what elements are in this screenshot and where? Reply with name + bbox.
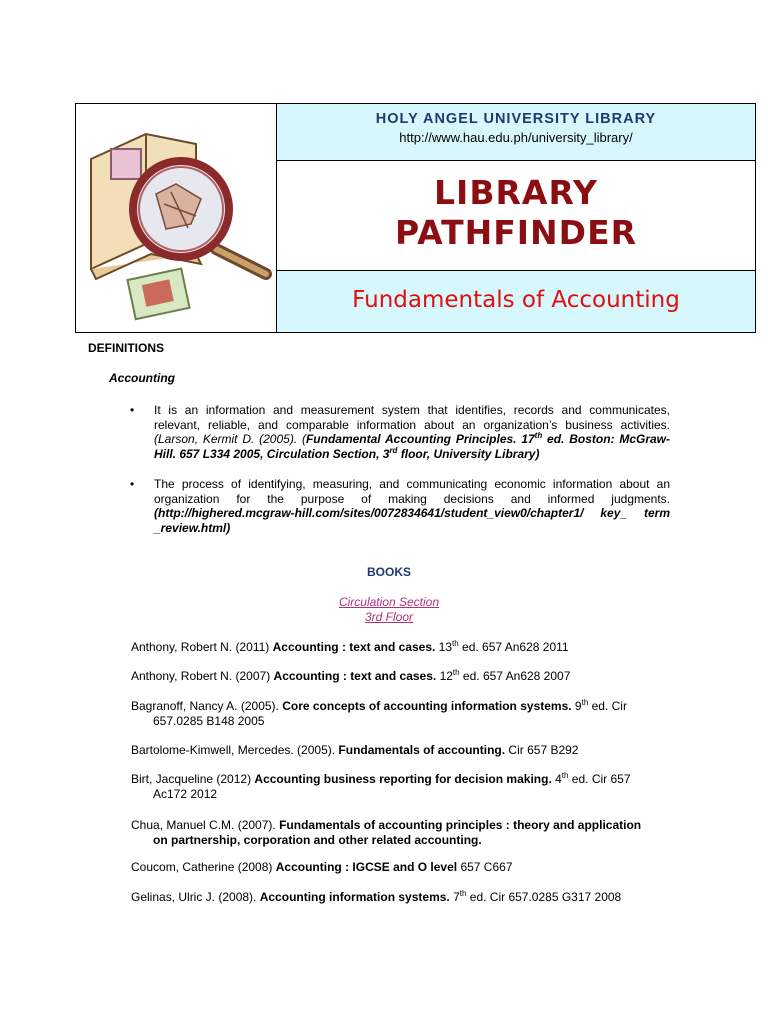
book-ref: Bartolome-Kimwell, Mercedes. (2005). Fundamentals of accounting. Cir 657 B292: [131, 743, 579, 757]
bullet-icon: •: [130, 477, 135, 491]
library-url[interactable]: http://www.hau.edu.ph/university_library/: [399, 130, 633, 145]
pathfinder-title: [277, 161, 755, 271]
location-circulation[interactable]: Circulation Section: [338, 595, 440, 609]
book-ref: Anthony, Robert N. (2011) Accounting : text and cases. 13th ed. 657 An628 2011: [131, 639, 569, 654]
book-ref: Chua, Manuel C.M. (2007). Fundamentals of accounting principles : theory and application on partnership, corporation and other related accounting.: [131, 818, 642, 847]
book-ref: Anthony, Robert N. (2007) Accounting : text and cases. 12th ed. 657 An628 2007: [131, 668, 571, 683]
definition-item-1: It is an information and measurement system that identifies, records and communicates, relevant, reliable, and comparable information about an organization’s business activities. (Larson, Kermit D. (2005). (Fundamental Accounting Principles. 17th ed. Boston: McGraw-Hill. 657 L334 2005, Circulation Section, 3rd floor, University Library): [154, 403, 671, 461]
book-ref: Coucom, Catherine (2008) Accounting : IGCSE and O level 657 C667: [131, 860, 513, 874]
bullet-icon: •: [130, 403, 135, 417]
book-ref: Birt, Jacqueline (2012) Accounting business reporting for decision making. 4th ed. Cir 657 Ac172 2012: [131, 771, 631, 801]
magnifier-logo: [76, 104, 277, 332]
subject-banner: [277, 271, 755, 332]
title-line-library: LIBRARY: [434, 173, 598, 212]
definition-item-2: The process of identifying, measuring, and communicating economic information about an organization for the purpose of making decisions and informed judgments. (http://highered.mcgraw-hill.com/sites/0072834641/student_view0/chapter1/ key_ term _review.html): [154, 477, 670, 535]
location-floor[interactable]: 3rd Floor: [364, 610, 414, 624]
magnifier-book-icon: [76, 104, 276, 332]
books-heading: BOOKS: [366, 565, 411, 579]
book-ref: Gelinas, Ulric J. (2008). Accounting information systems. 7th ed. Cir 657.0285 G317 2008: [131, 889, 622, 904]
university-name: HOLY ANGEL UNIVERSITY LIBRARY: [375, 111, 657, 127]
university-banner: [277, 104, 755, 161]
subject-title: Fundamentals of Accounting: [352, 287, 680, 313]
term-accounting: Accounting: [109, 371, 175, 385]
book-ref: Bagranoff, Nancy A. (2005). Core concepts of accounting information systems. 9th ed. Cir 657.0285 B148 2005: [131, 698, 627, 728]
definitions-heading: DEFINITIONS: [88, 341, 165, 355]
header-table: [75, 103, 756, 333]
title-line-pathfinder: PATHFINDER: [394, 213, 638, 252]
